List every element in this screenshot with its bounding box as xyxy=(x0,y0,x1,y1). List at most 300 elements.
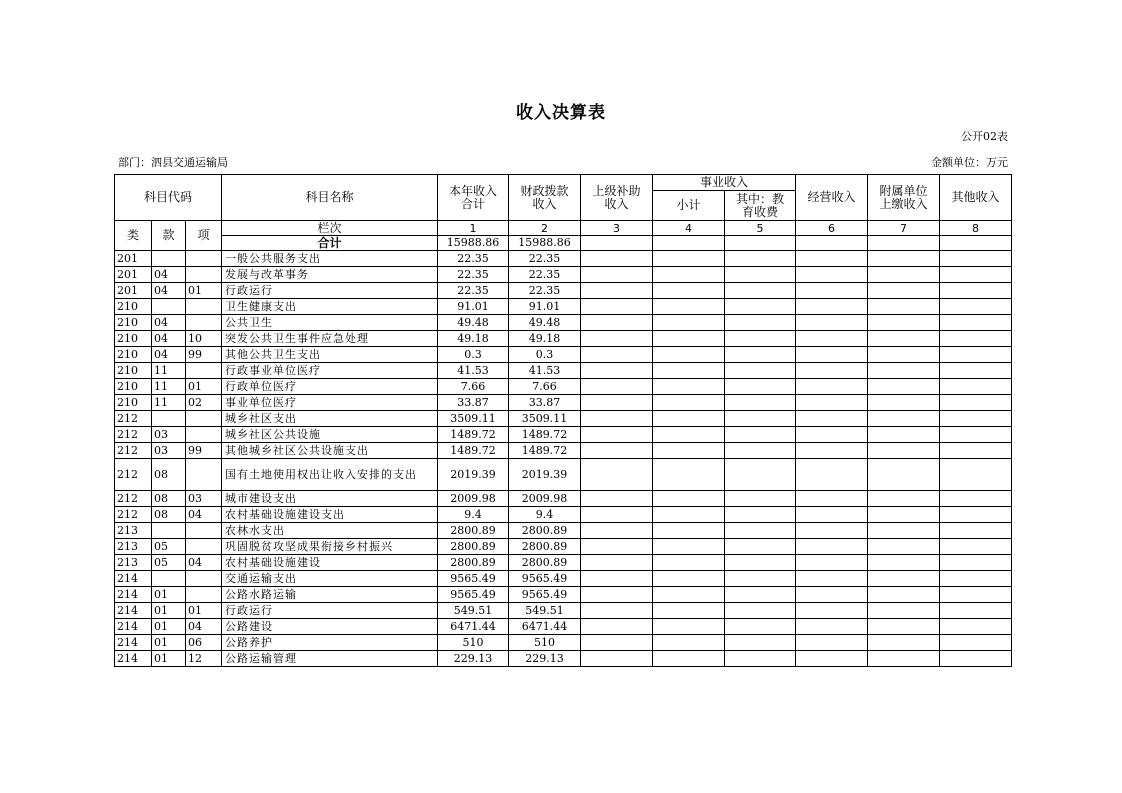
row-fiscal-allocation: 49.18 xyxy=(509,331,581,347)
empty-cell xyxy=(796,571,868,587)
row-xiang xyxy=(186,523,222,539)
empty-cell xyxy=(653,603,725,619)
row-kuan: 01 xyxy=(152,603,186,619)
row-subject-name: 一般公共服务支出 xyxy=(222,251,438,267)
empty-cell xyxy=(940,363,1012,379)
empty-cell xyxy=(581,539,653,555)
table-row xyxy=(115,507,1012,523)
row-subject-name: 卫生健康支出 xyxy=(222,299,438,315)
row-total-income: 229.13 xyxy=(438,651,509,667)
empty-cell xyxy=(653,283,725,299)
row-xiang: 04 xyxy=(186,507,222,523)
empty-cell xyxy=(581,331,653,347)
empty-cell xyxy=(653,251,725,267)
empty-cell xyxy=(725,555,796,571)
empty-cell xyxy=(725,443,796,459)
table-row xyxy=(115,363,1012,379)
empty-cell xyxy=(868,395,940,411)
empty-cell xyxy=(868,651,940,667)
empty-cell xyxy=(725,267,796,283)
empty-cell xyxy=(653,555,725,571)
row-xiang xyxy=(186,299,222,315)
empty-cell xyxy=(653,331,725,347)
table-row xyxy=(115,491,1012,507)
empty-cell xyxy=(725,331,796,347)
empty-cell xyxy=(725,507,796,523)
empty-cell xyxy=(868,379,940,395)
row-total-income: 510 xyxy=(438,635,509,651)
row-lei: 210 xyxy=(115,331,152,347)
row-xiang: 12 xyxy=(186,651,222,667)
row-kuan xyxy=(152,523,186,539)
total-income-value: 15988.86 xyxy=(438,236,509,251)
empty-cell xyxy=(725,283,796,299)
row-xiang xyxy=(186,363,222,379)
row-kuan xyxy=(152,251,186,267)
empty-cell xyxy=(581,459,653,491)
empty-cell xyxy=(725,539,796,555)
empty-cell xyxy=(653,411,725,427)
row-total-income: 22.35 xyxy=(438,251,509,267)
row-fiscal-allocation: 9.4 xyxy=(509,507,581,523)
empty-cell xyxy=(581,523,653,539)
row-lei: 201 xyxy=(115,267,152,283)
row-lei: 214 xyxy=(115,635,152,651)
empty-cell xyxy=(653,507,725,523)
empty-cell xyxy=(868,331,940,347)
empty-cell xyxy=(725,411,796,427)
empty-cell xyxy=(796,587,868,603)
empty-cell xyxy=(725,395,796,411)
row-kuan: 11 xyxy=(152,395,186,411)
row-total-income: 9.4 xyxy=(438,507,509,523)
empty-cell xyxy=(940,267,1012,283)
empty-cell xyxy=(581,651,653,667)
empty-cell xyxy=(796,459,868,491)
empty-cell xyxy=(796,315,868,331)
empty-cell xyxy=(725,587,796,603)
row-lei: 210 xyxy=(115,379,152,395)
table-row xyxy=(115,651,1012,667)
header-subtotal: 小计 xyxy=(653,191,725,221)
empty-cell xyxy=(796,363,868,379)
table-row xyxy=(115,411,1012,427)
empty-cell xyxy=(868,507,940,523)
header-operating-income: 经营收入 xyxy=(796,175,868,221)
row-fiscal-allocation: 22.35 xyxy=(509,267,581,283)
row-subject-name: 行政运行 xyxy=(222,603,438,619)
income-table xyxy=(114,174,1012,667)
row-subject-name: 行政单位医疗 xyxy=(222,379,438,395)
row-total-income: 1489.72 xyxy=(438,427,509,443)
row-subject-name: 城乡社区支出 xyxy=(222,411,438,427)
table-row xyxy=(115,315,1012,331)
empty-cell xyxy=(868,251,940,267)
row-total-income: 7.66 xyxy=(438,379,509,395)
row-total-income: 1489.72 xyxy=(438,443,509,459)
empty-cell xyxy=(796,427,868,443)
header-superior-subsidy: 上级补助 收入 xyxy=(581,175,653,221)
empty-cell xyxy=(940,603,1012,619)
row-fiscal-allocation: 2800.89 xyxy=(509,523,581,539)
empty-cell xyxy=(725,651,796,667)
empty-cell xyxy=(796,299,868,315)
row-lei: 213 xyxy=(115,523,152,539)
header-subject-name: 科目名称 xyxy=(222,175,438,221)
header-affiliated-income: 附属单位 上缴收入 xyxy=(868,175,940,221)
empty-cell xyxy=(796,491,868,507)
empty-cell xyxy=(868,523,940,539)
empty-cell xyxy=(725,251,796,267)
row-kuan: 04 xyxy=(152,267,186,283)
table-row xyxy=(115,283,1012,299)
row-total-income: 0.3 xyxy=(438,347,509,363)
table-row xyxy=(115,603,1012,619)
row-xiang: 01 xyxy=(186,283,222,299)
row-lei: 212 xyxy=(115,491,152,507)
row-kuan: 11 xyxy=(152,363,186,379)
row-lei: 214 xyxy=(115,603,152,619)
empty-cell xyxy=(725,491,796,507)
empty-cell xyxy=(725,427,796,443)
empty-cell xyxy=(653,491,725,507)
empty-cell xyxy=(653,587,725,603)
row-lei: 212 xyxy=(115,427,152,443)
row-kuan: 04 xyxy=(152,283,186,299)
col-number: 7 xyxy=(868,221,940,236)
empty-cell xyxy=(653,571,725,587)
empty-cell xyxy=(868,459,940,491)
empty-cell xyxy=(868,411,940,427)
row-subject-name: 公路运输管理 xyxy=(222,651,438,667)
empty-cell xyxy=(725,603,796,619)
header-kuan: 款 xyxy=(152,221,186,251)
empty-cell xyxy=(940,251,1012,267)
empty-cell xyxy=(725,635,796,651)
table-row xyxy=(115,331,1012,347)
empty-cell xyxy=(940,427,1012,443)
table-row xyxy=(115,347,1012,363)
table-row xyxy=(115,555,1012,571)
row-subject-name: 事业单位医疗 xyxy=(222,395,438,411)
form-code: 公开02表 xyxy=(961,130,1008,143)
col-number: 8 xyxy=(940,221,1012,236)
row-lei: 212 xyxy=(115,411,152,427)
row-xiang: 10 xyxy=(186,331,222,347)
row-fiscal-allocation: 0.3 xyxy=(509,347,581,363)
col-number: 3 xyxy=(581,221,653,236)
empty-cell xyxy=(868,555,940,571)
empty-cell xyxy=(725,299,796,315)
empty-cell xyxy=(868,267,940,283)
empty-cell xyxy=(940,539,1012,555)
empty-cell xyxy=(796,651,868,667)
col-number: 1 xyxy=(438,221,509,236)
row-fiscal-allocation: 91.01 xyxy=(509,299,581,315)
empty-cell xyxy=(653,635,725,651)
row-subject-name: 公路建设 xyxy=(222,619,438,635)
row-total-income: 9565.49 xyxy=(438,571,509,587)
empty-cell xyxy=(581,299,653,315)
empty-cell xyxy=(581,315,653,331)
empty-cell xyxy=(940,619,1012,635)
empty-cell xyxy=(940,331,1012,347)
empty-cell xyxy=(725,315,796,331)
col-number: 4 xyxy=(653,221,725,236)
table-row xyxy=(115,251,1012,267)
row-lei: 212 xyxy=(115,507,152,523)
empty-cell xyxy=(868,443,940,459)
header-business-income: 事业收入 xyxy=(653,175,796,191)
empty-cell xyxy=(940,395,1012,411)
row-total-income: 2019.39 xyxy=(438,459,509,491)
empty-cell xyxy=(868,427,940,443)
row-lei: 210 xyxy=(115,315,152,331)
row-total-income: 3509.11 xyxy=(438,411,509,427)
table-row xyxy=(115,443,1012,459)
row-fiscal-allocation: 1489.72 xyxy=(509,427,581,443)
row-lei: 214 xyxy=(115,651,152,667)
empty-cell xyxy=(653,395,725,411)
empty-cell xyxy=(581,427,653,443)
row-subject-name: 公共卫生 xyxy=(222,315,438,331)
row-total-income: 549.51 xyxy=(438,603,509,619)
row-total-income: 9565.49 xyxy=(438,587,509,603)
empty-cell xyxy=(796,635,868,651)
table-row xyxy=(115,427,1012,443)
empty-cell xyxy=(653,363,725,379)
row-xiang xyxy=(186,315,222,331)
row-xiang: 04 xyxy=(186,555,222,571)
row-fiscal-allocation: 2800.89 xyxy=(509,555,581,571)
table-row xyxy=(115,299,1012,315)
empty-cell xyxy=(868,619,940,635)
empty-cell xyxy=(581,443,653,459)
row-fiscal-allocation: 41.53 xyxy=(509,363,581,379)
row-fiscal-allocation: 3509.11 xyxy=(509,411,581,427)
row-total-income: 2800.89 xyxy=(438,523,509,539)
empty-cell xyxy=(653,379,725,395)
empty-cell xyxy=(868,603,940,619)
empty-cell xyxy=(581,267,653,283)
empty-cell xyxy=(725,619,796,635)
row-lei: 210 xyxy=(115,363,152,379)
row-xiang: 06 xyxy=(186,635,222,651)
row-fiscal-allocation: 2800.89 xyxy=(509,539,581,555)
row-kuan: 04 xyxy=(152,331,186,347)
row-fiscal-allocation: 49.48 xyxy=(509,315,581,331)
header-column-seq: 栏次 xyxy=(222,221,438,236)
empty-cell xyxy=(581,363,653,379)
row-fiscal-allocation: 549.51 xyxy=(509,603,581,619)
empty-cell xyxy=(581,395,653,411)
col-number: 6 xyxy=(796,221,868,236)
header-other-income: 其他收入 xyxy=(940,175,1012,221)
empty-cell xyxy=(940,571,1012,587)
empty-cell xyxy=(581,347,653,363)
header-education-fees: 其中：教 育收费 xyxy=(725,191,796,221)
row-fiscal-allocation: 22.35 xyxy=(509,283,581,299)
row-xiang xyxy=(186,267,222,283)
row-fiscal-allocation: 6471.44 xyxy=(509,619,581,635)
row-xiang: 01 xyxy=(186,603,222,619)
row-total-income: 2800.89 xyxy=(438,539,509,555)
row-subject-name: 其他城乡社区公共设施支出 xyxy=(222,443,438,459)
row-subject-name: 国有土地使用权出让收入安排的支出 xyxy=(222,459,438,491)
empty-cell xyxy=(868,635,940,651)
table-row xyxy=(115,395,1012,411)
empty-cell xyxy=(796,267,868,283)
row-kuan xyxy=(152,411,186,427)
empty-cell xyxy=(796,251,868,267)
row-fiscal-allocation: 1489.72 xyxy=(509,443,581,459)
row-subject-name: 公路水路运输 xyxy=(222,587,438,603)
empty-cell xyxy=(725,347,796,363)
total-label: 合计 xyxy=(222,236,438,251)
empty-cell xyxy=(581,587,653,603)
row-kuan: 04 xyxy=(152,347,186,363)
row-fiscal-allocation: 7.66 xyxy=(509,379,581,395)
empty-cell xyxy=(940,587,1012,603)
empty-cell xyxy=(940,555,1012,571)
empty-cell xyxy=(581,491,653,507)
empty-cell xyxy=(796,555,868,571)
row-xiang xyxy=(186,411,222,427)
row-fiscal-allocation: 229.13 xyxy=(509,651,581,667)
row-total-income: 22.35 xyxy=(438,267,509,283)
row-subject-name: 公路养护 xyxy=(222,635,438,651)
row-subject-name: 城乡社区公共设施 xyxy=(222,427,438,443)
empty-cell xyxy=(725,571,796,587)
row-xiang: 99 xyxy=(186,443,222,459)
row-fiscal-allocation: 2019.39 xyxy=(509,459,581,491)
empty-cell xyxy=(581,635,653,651)
row-total-income: 33.87 xyxy=(438,395,509,411)
empty-cell xyxy=(725,379,796,395)
empty-cell xyxy=(796,379,868,395)
row-xiang xyxy=(186,571,222,587)
empty-cell xyxy=(796,347,868,363)
empty-cell xyxy=(868,571,940,587)
empty-cell xyxy=(940,443,1012,459)
table-row xyxy=(115,619,1012,635)
row-kuan: 05 xyxy=(152,555,186,571)
row-total-income: 91.01 xyxy=(438,299,509,315)
row-kuan: 05 xyxy=(152,539,186,555)
header-xiang: 项 xyxy=(186,221,222,251)
row-xiang: 04 xyxy=(186,619,222,635)
empty-cell xyxy=(940,379,1012,395)
row-subject-name: 农林水支出 xyxy=(222,523,438,539)
row-kuan: 03 xyxy=(152,443,186,459)
row-kuan: 03 xyxy=(152,427,186,443)
table-row xyxy=(115,571,1012,587)
row-lei: 213 xyxy=(115,539,152,555)
row-total-income: 2009.98 xyxy=(438,491,509,507)
row-fiscal-allocation: 33.87 xyxy=(509,395,581,411)
empty-cell xyxy=(868,283,940,299)
empty-cell xyxy=(581,571,653,587)
row-xiang xyxy=(186,251,222,267)
header-total-income: 本年收入 合计 xyxy=(438,175,509,221)
row-fiscal-allocation: 510 xyxy=(509,635,581,651)
empty-cell xyxy=(940,347,1012,363)
row-total-income: 41.53 xyxy=(438,363,509,379)
page-title: 收入决算表 xyxy=(516,103,606,123)
empty-cell xyxy=(868,363,940,379)
row-xiang: 99 xyxy=(186,347,222,363)
row-lei: 201 xyxy=(115,283,152,299)
row-lei: 201 xyxy=(115,251,152,267)
empty-cell xyxy=(796,539,868,555)
row-kuan: 01 xyxy=(152,587,186,603)
row-subject-name: 城市建设支出 xyxy=(222,491,438,507)
row-fiscal-allocation: 9565.49 xyxy=(509,587,581,603)
row-subject-name: 农村基础设施建设 xyxy=(222,555,438,571)
empty-cell xyxy=(940,523,1012,539)
row-kuan: 08 xyxy=(152,491,186,507)
row-fiscal-allocation: 9565.49 xyxy=(509,571,581,587)
empty-cell xyxy=(796,411,868,427)
row-lei: 212 xyxy=(115,443,152,459)
empty-cell xyxy=(868,587,940,603)
row-subject-name: 巩固脱贫攻坚成果衔接乡村振兴 xyxy=(222,539,438,555)
row-lei: 212 xyxy=(115,459,152,491)
table-row xyxy=(115,459,1012,491)
empty-cell xyxy=(653,539,725,555)
row-xiang xyxy=(186,587,222,603)
empty-cell xyxy=(581,555,653,571)
empty-cell xyxy=(796,443,868,459)
row-xiang: 03 xyxy=(186,491,222,507)
row-subject-name: 交通运输支出 xyxy=(222,571,438,587)
col-number: 2 xyxy=(509,221,581,236)
empty-cell xyxy=(796,395,868,411)
empty-cell xyxy=(940,635,1012,651)
empty-cell xyxy=(581,251,653,267)
table-row xyxy=(115,635,1012,651)
empty-cell xyxy=(725,363,796,379)
row-xiang: 02 xyxy=(186,395,222,411)
row-subject-name: 突发公共卫生事件应急处理 xyxy=(222,331,438,347)
header-subject-code: 科目代码 xyxy=(115,175,222,221)
empty-cell xyxy=(581,283,653,299)
row-subject-name: 其他公共卫生支出 xyxy=(222,347,438,363)
row-fiscal-allocation: 22.35 xyxy=(509,251,581,267)
row-kuan: 11 xyxy=(152,379,186,395)
row-lei: 210 xyxy=(115,347,152,363)
row-lei: 210 xyxy=(115,395,152,411)
empty-cell xyxy=(653,347,725,363)
empty-cell xyxy=(796,619,868,635)
row-kuan: 01 xyxy=(152,635,186,651)
empty-cell xyxy=(581,507,653,523)
empty-cell xyxy=(940,411,1012,427)
row-kuan xyxy=(152,571,186,587)
department-label: 部门：泗县交通运输局 xyxy=(118,156,228,169)
empty-cell xyxy=(940,651,1012,667)
empty-cell xyxy=(653,427,725,443)
empty-cell xyxy=(868,347,940,363)
empty-cell xyxy=(653,651,725,667)
empty-cell xyxy=(653,523,725,539)
empty-cell xyxy=(581,379,653,395)
table-row xyxy=(115,539,1012,555)
empty-cell xyxy=(653,459,725,491)
row-xiang xyxy=(186,539,222,555)
empty-cell xyxy=(796,331,868,347)
empty-cell xyxy=(940,491,1012,507)
